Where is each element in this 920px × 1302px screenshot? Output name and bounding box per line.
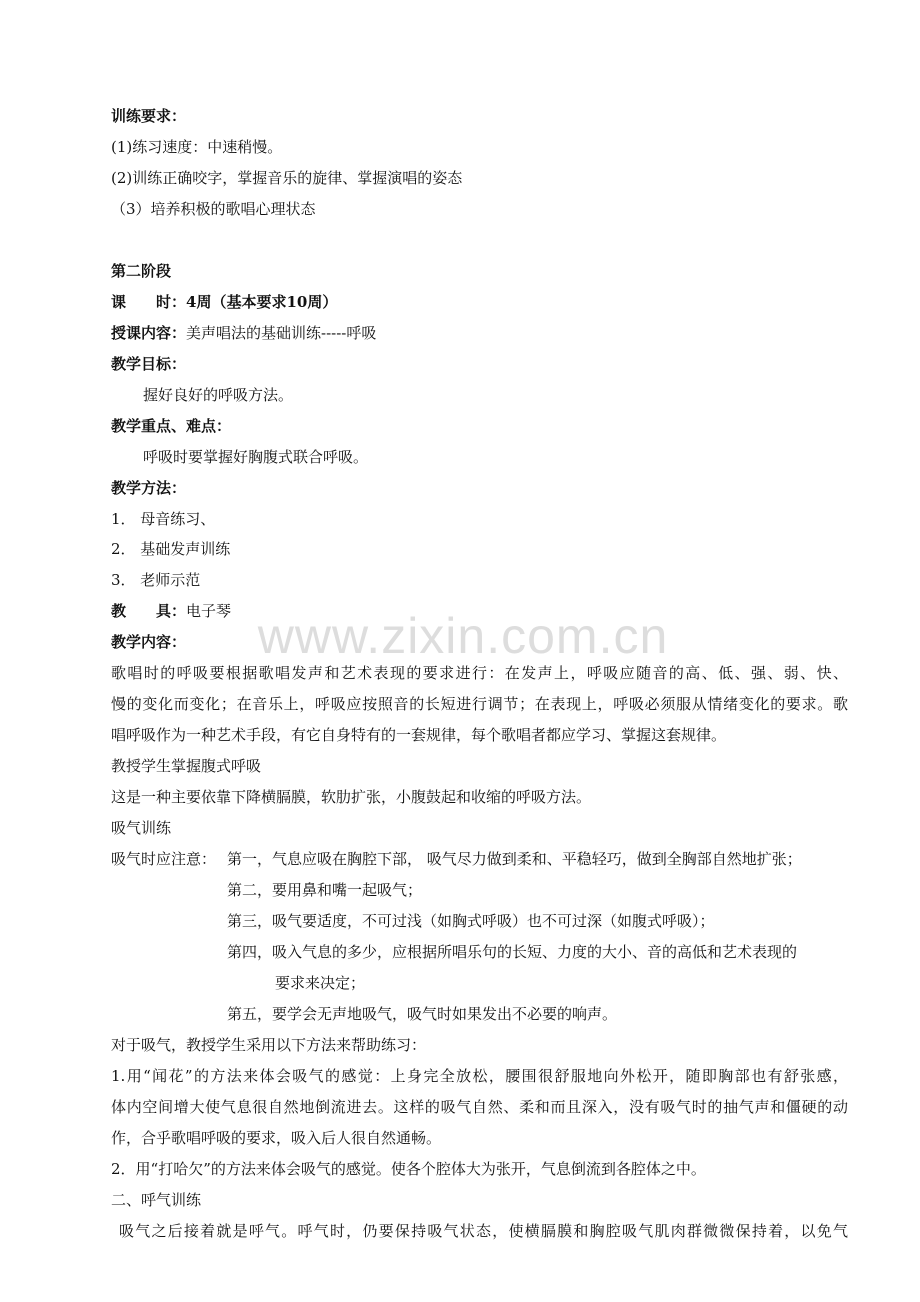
method-item: 3． 老师示范 bbox=[111, 571, 201, 589]
hours-label: 课 时： bbox=[111, 293, 187, 311]
focus-label: 教学重点、难点： bbox=[111, 417, 232, 435]
exhale-training-title: 二、呼气训练 bbox=[111, 1191, 202, 1209]
training-requirement-item: （3）培养积极的歌唱心理状态 bbox=[111, 200, 316, 218]
watermark-text: www.zixin.com.cn bbox=[257, 608, 669, 664]
training-requirements-heading: 训练要求： bbox=[111, 107, 187, 125]
tools-row bbox=[111, 601, 231, 621]
methods-intro: 对于吸气，教授学生采用以下方法来帮助练习： bbox=[111, 1036, 427, 1054]
inhale-note-item: 第三，吸气要适度，不可过浅（如胸式呼吸）也不可过深（如腹式呼吸）； bbox=[227, 912, 715, 930]
inhale-note-continuation: 要求来决定； bbox=[275, 974, 366, 992]
tools-label: 教 具： bbox=[111, 602, 187, 620]
abdominal-breathing-heading: 教授学生掌握腹式呼吸 bbox=[111, 757, 262, 775]
training-requirement-item: (2)训练正确咬字，掌握音乐的旋律、掌握演唱的姿态 bbox=[111, 169, 463, 187]
paragraph-line: 慢的变化而变化；在音乐上，呼吸应按照音的长短进行调节；在表现上，呼吸必须服从情绪变化的要求。歌 bbox=[111, 695, 848, 713]
exhale-training-text: 吸气之后接着就是呼气。呼气时，仍要保持吸气状态，使横膈膜和胸腔吸气肌肉群微微保持着，以免气 bbox=[119, 1222, 848, 1240]
training-requirement-item: (1)练习速度：中速稍慢。 bbox=[111, 138, 283, 156]
inhale-note-item: 第五，要学会无声地吸气，吸气时如果发出不必要的响声。 bbox=[227, 1005, 618, 1023]
hours-row bbox=[111, 292, 337, 312]
goal-label: 教学目标： bbox=[111, 355, 187, 373]
paragraph-line: 歌唱时的呼吸要根据歌唱发声和艺术表现的要求进行：在发声上，呼吸应随音的高、低、强、弱、快、 bbox=[111, 664, 848, 682]
method-item: 2． 基础发声训练 bbox=[111, 540, 231, 558]
method-item: 1． 母音练习、 bbox=[111, 510, 216, 528]
method-label: 教学方法： bbox=[111, 479, 187, 497]
tools-value: 电子琴 bbox=[186, 602, 232, 620]
method1-line: 体内空间增大使气息很自然地倒流进去。这样的吸气自然、柔和而且深入，没有吸气时的抽气声和僵硬的动 bbox=[111, 1098, 848, 1116]
method2-line: 2．用“打哈欠”的方法来体会吸气的感觉。使各个腔体大为张开，气息倒流到各腔体之中。 bbox=[111, 1160, 706, 1178]
goal-text: 握好良好的呼吸方法。 bbox=[143, 386, 294, 404]
inhale-note-item: 第二，要用鼻和嘴一起吸气； bbox=[227, 881, 423, 899]
inhale-notes-label: 吸气时应注意： bbox=[111, 850, 217, 868]
stage-title: 第二阶段 bbox=[111, 262, 172, 280]
inhale-note-item: 第四，吸入气息的多少，应根据所唱乐句的长短、力度的大小、音的高低和艺术表现的 bbox=[227, 943, 798, 961]
focus-text: 呼吸时要掌握好胸腹式联合呼吸。 bbox=[143, 448, 369, 466]
content-heading: 教学内容： bbox=[111, 633, 187, 651]
paragraph-line: 唱呼吸作为一种艺术手段，有它自身特有的一套规律，每个歌唱者都应学习、掌握这套规律。 bbox=[111, 726, 727, 744]
inhale-note-item: 第一，气息应吸在胸腔下部， 吸气尽力做到柔和、平稳轻巧，做到全胸部自然地扩张； bbox=[227, 850, 802, 868]
method1-line: 作，合乎歌唱呼吸的要求，吸入后人很自然通畅。 bbox=[111, 1129, 442, 1147]
content-label: 授课内容： bbox=[111, 324, 187, 342]
method1-line: 1.用“闻花”的方法来体会吸气的感觉：上身完全放松，腰围很舒服地向外松开，随即胸部也有舒张感， bbox=[111, 1067, 848, 1085]
content-row bbox=[111, 323, 376, 343]
hours-value: 4周（基本要求10周） bbox=[186, 293, 338, 311]
inhale-training-title: 吸气训练 bbox=[111, 819, 172, 837]
content-value: 美声唱法的基础训练-----呼吸 bbox=[186, 324, 377, 342]
abdominal-breathing-desc: 这是一种主要依靠下降横膈膜，软肋扩张，小腹鼓起和收缩的呼吸方法。 bbox=[111, 788, 592, 806]
